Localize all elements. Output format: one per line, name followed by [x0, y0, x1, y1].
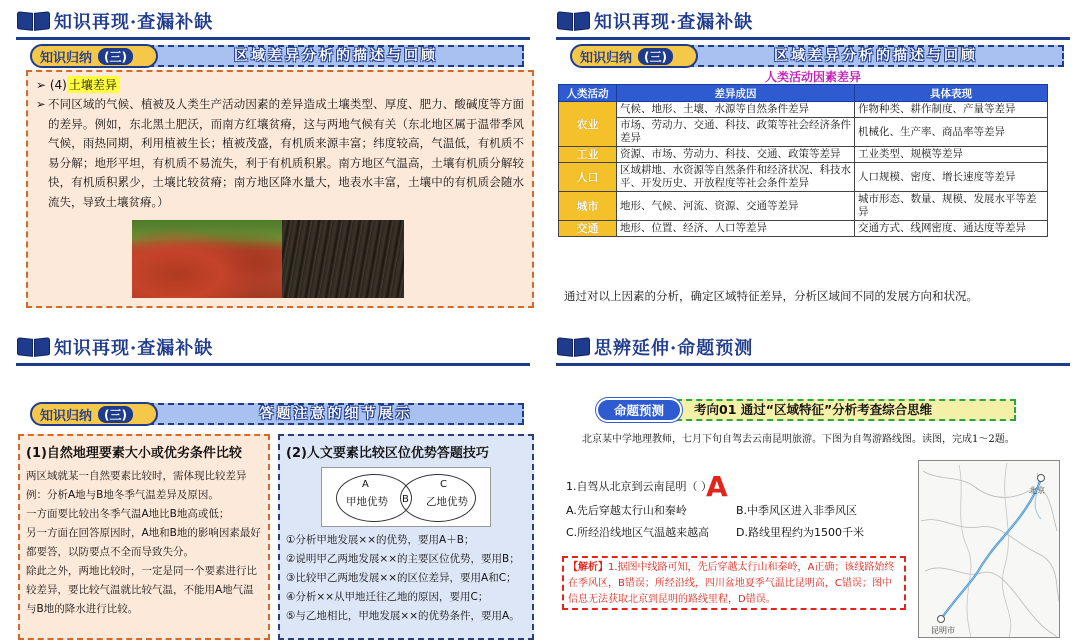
header-divider: [16, 363, 530, 366]
header-title: 知识再现·查漏补缺: [594, 12, 754, 33]
text-line: ③比较甲乙两地发展××的区位差异，要用A和C；: [286, 572, 517, 584]
soil-photos: [132, 220, 404, 298]
black-soil-photo: [282, 220, 404, 298]
slide-header: [16, 6, 213, 36]
explanation-key: 【解析】: [568, 562, 608, 573]
header-title: 知识再现·查漏补缺: [54, 338, 214, 359]
option-c: C.所经沿线地区气温越来越高: [566, 526, 710, 539]
slide-answer-details: [8, 330, 538, 640]
venn-label-a: A: [362, 479, 369, 490]
factor-table: [558, 84, 1048, 237]
cause-cell: 地形、气候、河流、资源、交通等差异: [617, 192, 855, 221]
table-header-row: [559, 85, 1048, 102]
venn-label-c: C: [440, 479, 447, 490]
text-line: 另一方面在回答原因时，A地和B地的影响因素最好都要答，以防要点不全而导致失分。: [26, 527, 261, 558]
map-end-label: 昆明市: [931, 626, 955, 635]
subheading-label: 土壤差异: [68, 78, 117, 92]
result-cell: 工业类型、规模等差异: [855, 147, 1048, 163]
text-line: ⑤与乙地相比，甲地发展××的优势条件，要用A。: [286, 610, 520, 622]
banner-tag-number: (三): [98, 48, 133, 65]
venn-label-b: B: [402, 494, 409, 505]
book-icon: [16, 9, 52, 33]
banner-title: 区域差异分析的描述与回顾: [688, 45, 1064, 67]
result-cell: 作物种类、耕作制度、产量等差异: [855, 102, 1048, 118]
banner-tag: [30, 44, 158, 68]
subheading-prefix: ➢ (4): [36, 77, 67, 92]
prediction-banner: [596, 398, 1016, 422]
section-title: (2)人文要素比较区位优势答题技巧: [286, 446, 489, 461]
route-map: [918, 460, 1060, 638]
section-banner: [30, 402, 524, 426]
subheading: [36, 76, 524, 93]
table-title: 人类活动因素差异: [764, 70, 861, 84]
column-header: 差异成因: [617, 85, 855, 102]
column-header: 具体表现: [855, 85, 1048, 102]
column-header: 人类活动: [559, 85, 617, 102]
banner-title: 区域差异分析的描述与回顾: [148, 45, 524, 67]
text-line: 两区域就某一自然要素比较时，需体现比较差异: [26, 470, 247, 482]
slide-header: [556, 332, 753, 362]
banner-tag-label: 知识归纳: [40, 50, 93, 66]
category-cell: 城市: [559, 192, 617, 221]
slide-human-activity-table: [548, 4, 1078, 314]
category-cell: 人口: [559, 163, 617, 192]
table-row: [559, 118, 1048, 147]
category-cell: 交通: [559, 221, 617, 237]
option-a: A.先后穿越太行山和秦岭: [566, 504, 687, 517]
table-summary: 通过对以上因素的分析，确定区域特征差异，分析区域间不同的发展方向和状况。: [564, 289, 978, 303]
cause-cell: 资源、市场、劳动力、科技、交通、政策等差异: [617, 147, 855, 163]
banner-tag-label: 知识归纳: [580, 50, 633, 66]
option-b: B.中季风区进入非季风区: [736, 504, 858, 517]
banner-title: 答题注意的细节展示: [148, 403, 524, 425]
slide-exam-prediction: [548, 330, 1078, 640]
slide-header: [556, 6, 753, 36]
table-row: [559, 147, 1048, 163]
result-cell: 人口规模、密度、增长速度等差异: [855, 163, 1048, 192]
result-cell: 交通方式、线网密度、通达度等差异: [855, 221, 1048, 237]
cause-cell: 市场、劳动力、交通、科技、政策等社会经济条件差异: [617, 118, 855, 147]
section-banner: [570, 44, 1064, 68]
header-divider: [556, 363, 1070, 366]
book-icon: [556, 9, 592, 33]
text-line: ④分析××从甲地迁往乙地的原因，要用C；: [286, 591, 489, 603]
text-line: ①分析甲地发展××的优势，要用A＋B；: [286, 534, 475, 546]
natural-factor-box: [18, 434, 270, 640]
text-line: 例：分析A地与B地冬季气温差异及原因。: [26, 489, 219, 501]
book-icon: [556, 335, 592, 359]
category-cell: 农业: [559, 102, 617, 147]
banner-tag: [570, 44, 698, 68]
explanation-box: [562, 556, 906, 610]
prediction-tag: 命题预测: [596, 398, 682, 422]
banner-tag-label: 知识归纳: [40, 408, 93, 424]
body-paragraph: [36, 95, 524, 212]
option-d: D.路线里程约为1500千米: [736, 526, 864, 539]
venn-right-text: 乙地优势: [426, 496, 468, 508]
text-line: 除此之外，两地比较时，一定是同一个要素进行比较差异，要比较气温就比较气温，不能用A地气温与B地的降水进行比较。: [26, 565, 257, 615]
text-line: 一方面要比较出冬季气温A地比B地高或低；: [26, 508, 230, 520]
table-row: [559, 102, 1048, 118]
section-title: (1)自然地理要素大小或优劣条件比较: [26, 446, 242, 461]
slide-header: [16, 332, 213, 362]
venn-diagram: [321, 467, 491, 527]
banner-tag-number: (三): [98, 406, 133, 423]
section-banner: [30, 44, 524, 68]
table-row: [559, 163, 1048, 192]
red-soil-photo: [132, 220, 282, 298]
cause-cell: 地形、位置、经济、人口等差异: [617, 221, 855, 237]
banner-tag-number: (三): [638, 48, 673, 65]
question-stem: 北京某中学地理教师，七月下旬自驾去云南昆明旅游。下图为自驾游路线图。读图，完成1～2题。: [582, 434, 1015, 445]
table-row: [559, 192, 1048, 221]
cause-cell: 气候、地形、土壤、水源等自然条件差异: [617, 102, 855, 118]
slide-soil-differences: [8, 4, 538, 314]
book-icon: [16, 335, 52, 359]
result-cell: 机械化、生产率、商品率等差异: [855, 118, 1048, 147]
venn-left-text: 甲地优势: [346, 496, 388, 508]
category-cell: 工业: [559, 147, 617, 163]
map-start-label: 北京: [1029, 486, 1045, 495]
result-cell: 城市形态、数量、规模、发展水平等差异: [855, 192, 1048, 221]
text-line: ②说明甲乙两地发展××的主要区位优势，要用B；: [286, 553, 520, 565]
table-row: [559, 221, 1048, 237]
header-divider: [556, 37, 1070, 40]
prediction-topic: 考向01 通过“区域特征”分析考查综合思维: [676, 399, 1016, 421]
answer-letter: A: [706, 470, 728, 503]
banner-tag: [30, 402, 158, 426]
header-title: 知识再现·查漏补缺: [54, 12, 214, 33]
header-title: 思辨延伸·命题预测: [594, 338, 754, 359]
cause-cell: 区域耕地、水资源等自然条件和经济状况、科技水平、开发历史、开放程度等社会条件差异: [617, 163, 855, 192]
bullet-icon: ➢: [36, 97, 46, 111]
header-divider: [16, 37, 530, 40]
body-text: 不同区域的气候、植被及人类生产活动因素的差异造成土壤类型、厚度、肥力、酸碱度等方面的差异。例如，东北黑土肥沃，而南方红壤贫瘠，这与两地气候有关（东北地区属于温带季风气候，雨热同期，利用植被生长；植被茂盛，有机质来源丰富；纬度较高，气温低，有机质不易分解；地形平坦，有机质不易流失，利于有机质积累。南方地区气温高，土壤有机质分解较快，有机质积累少，土壤比较贫瘠；南方地区降水量大，地表水丰富，土壤中的有机质会随水流失，导致土壤贫瘠。）: [48, 97, 524, 209]
human-factor-box: [278, 434, 534, 640]
explanation-text: 1.据图中线路可知，先后穿越太行山和秦岭，A正确；该线路始终在季风区，B错误；所经沿线，四川盆地夏季气温比昆明高，C错误；图中信息无法获取北京到昆明的路线里程，D错误。: [568, 562, 895, 605]
question-text: 1.自驾从北京到云南昆明（ ）: [566, 480, 712, 493]
